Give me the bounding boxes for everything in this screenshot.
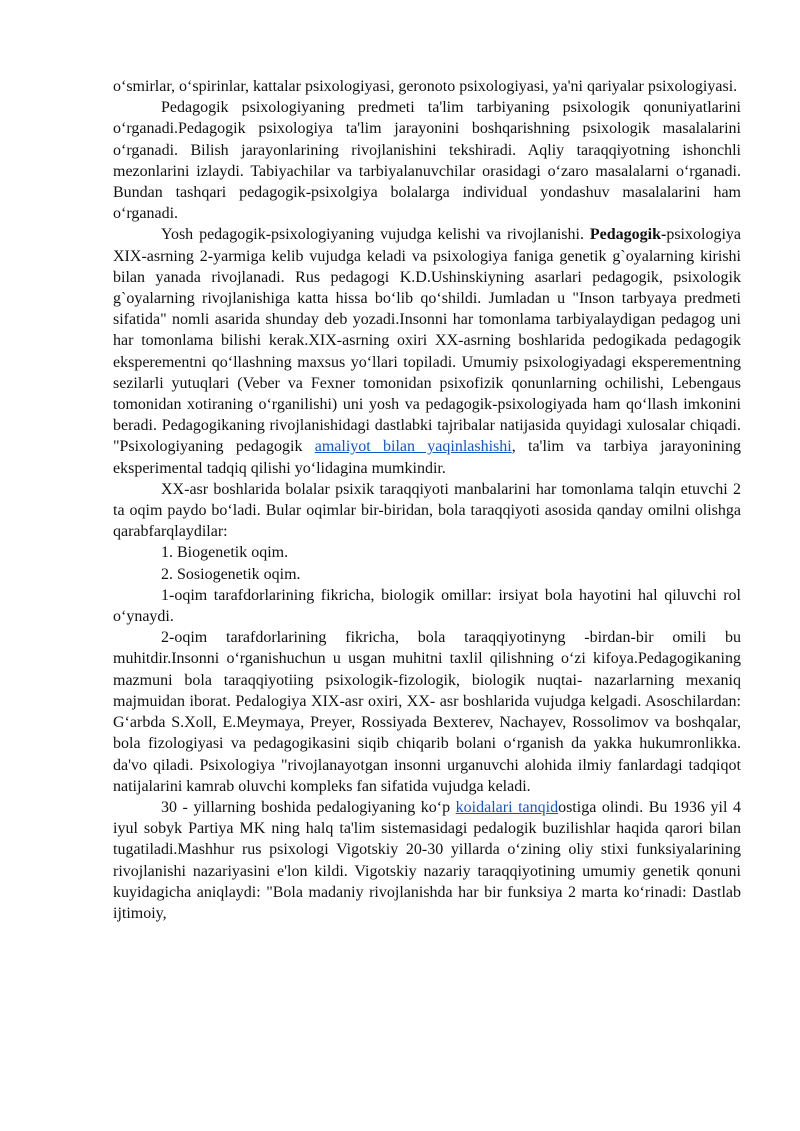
paragraph-3-tail: , ta'lim va tarbiya jarayonining eksperimental tadqiq qilishi yo‘lidagina mumkindir. [113, 438, 742, 477]
paragraph-3-body: psixologiya XIX-asrning 2-yarmiga kelib vujudga keladi va psixologiya faniga genetik g`oyalarning kirishi bilan yanada rivojlanadi. Rus pedagogi K.D.Ushinskiyning asarlari pedagogik, psixologik g`oyalarning rivojlanishiga katta hissa bo‘lib qo‘shildi. Jumladan u "Inson tarbyaya predmeti sifatida" nomli asarida shunday deb yozadi.Insonni har tomonlama tarbiyalaydigan pedagog uni har tomonlama bilishi kerak.XIX-asrning oxiri XX-asrning boshlarida pedogikada pedagogik eksperementni qo‘llashning maxsus yo‘llari topiladi. Umumiy psixologiyadagi eksperementning sezilarli yutuqlari (Veber va Fexner tomonidan psixofizik qonunlarning ochilishi, Lebengaus tomonidan xotiraning o‘rganilishi) uni yosh va pedagogik-psixologiyada ham qo‘llash imkonini beradi. Pedagogikaning rivojlanishidagi dastlabki tajribalar natijasida quyidagi xulosalar chiqadi. "Psixologiyaning pedagogik [113, 226, 741, 456]
paragraph-3 [113, 224, 741, 478]
paragraph-4: XX-asr boshlarida bolalar psixik taraqqiyoti manbalarini har tomonlama talqin etuvchi 2 ta oqim paydo bo‘ladi. Bular oqimlar bir-biridan, bola taraqqiyoti asosida qanday omilni olishga qarabfarqlaydilar: [113, 480, 741, 541]
paragraph-7-tail: ostiga olindi. Bu 1936 yil 4 iyul sobyk Partiya MK ning halq ta'lim sistemasidagi pedalogik buzilishlar haqida qarori bilan tugatiladi.Mashhur rus psixologi Vigotskiy 20-30 yillarda o‘zining oliy stixi funksiyalarining rivojlanishi nazariyasini e'lon kildi. Vigotskiy nazariy taraqqiyotining umumiy genetik qonuni kuyidagicha aniqlaydi: "Bola madaniy rivojlanishda har bir funksiya 2 marta ko‘rinadi: Dastlab ijtimoiy, [113, 798, 742, 922]
paragraph-5: 1-oqim tarafdorlarining fikricha, biologik omillar: irsiyat bola hayotini hal qiluvchi rol o‘ynaydi. [113, 586, 741, 626]
paragraph-1: o‘smirlar, o‘spirinlar, kattalar psixologiyasi, geronoto psixologiyasi, ya'ni qariyalar psixologiyasi. [113, 78, 738, 95]
paragraph-2: Pedagogik psixologiyaning predmeti ta'lim tarbiyaning psixologik qonuniyatlarini o‘rganadi.Pedagogik psixologiya ta'lim jarayonini boshqarishning psixologik masalalarini o‘rganadi. Bilish jarayonlarining rivojlanishini tekshiradi. Aqliy taraqqiyotning ishonchli mezonlarini izlaydi. Tabiyachilar va tarbiyalanuvchilar orasidagi o‘zaro masalalarni o‘rganadi. Bundan tashqari pedagogik-psixolgiya bolalarga individual yondashuv masalalarini ham o‘rganadi. [113, 99, 741, 223]
list-item-biogenetik: 1. Biogenetik oqim. [161, 544, 289, 562]
link-amaliyot-bilan-yaqinlashishi[interactable]: amaliyot bilan yaqinlashishi [314, 438, 512, 456]
list-item-sosiogenetik: 2. Sosiogenetik oqim. [161, 565, 301, 583]
paragraph-3-bold-term: Pedagogik- [589, 226, 667, 244]
document-page [113, 76, 741, 924]
paragraph-7-lead: 30 - yillarning boshida pedalogiyaning ko‘p [161, 798, 456, 816]
paragraph-7 [113, 797, 741, 924]
paragraph-3-lead: Yosh pedagogik-psixologiyaning vujudga kelishi va rivojlanishi. [161, 226, 590, 244]
link-koidalari-tanqid[interactable]: koidalari tanqid [455, 798, 559, 816]
paragraph-6: 2-oqim tarafdorlarining fikricha, bola taraqqiyotinyng -birdan-bir omili bu muhitdir.Insonni o‘rganishuchun u usgan muhitni taxlil qilishning o‘zi kifoya.Pedagogikaning mazmuni bola taraqqiyotiing psixologik-fizologik, biologik nuqtai- nazarlarning mexaniq majmuidan iborat. Pedalogiya XIX-asr oxiri, XX- asr boshlarida vujudga kelgadi. Asoschilardan: G‘arbda S.Xoll, E.Meymaya, Preyer, Rossiyada Bexterev, Nachayev, Rossolimov va boshqalar, bola fizologiyasi va pedagogikasini siqib chiqarib bolani o‘rganish da yakka hukumronlikka. da'vo qiladi. Psixologiya "rivojlanayotgan insonni urganuvchi alohida ilmiy fanlardagi tadqiqot natijalarini kamrab oluvchi kompleks fan sifatida vujudga keladi. [113, 629, 741, 795]
